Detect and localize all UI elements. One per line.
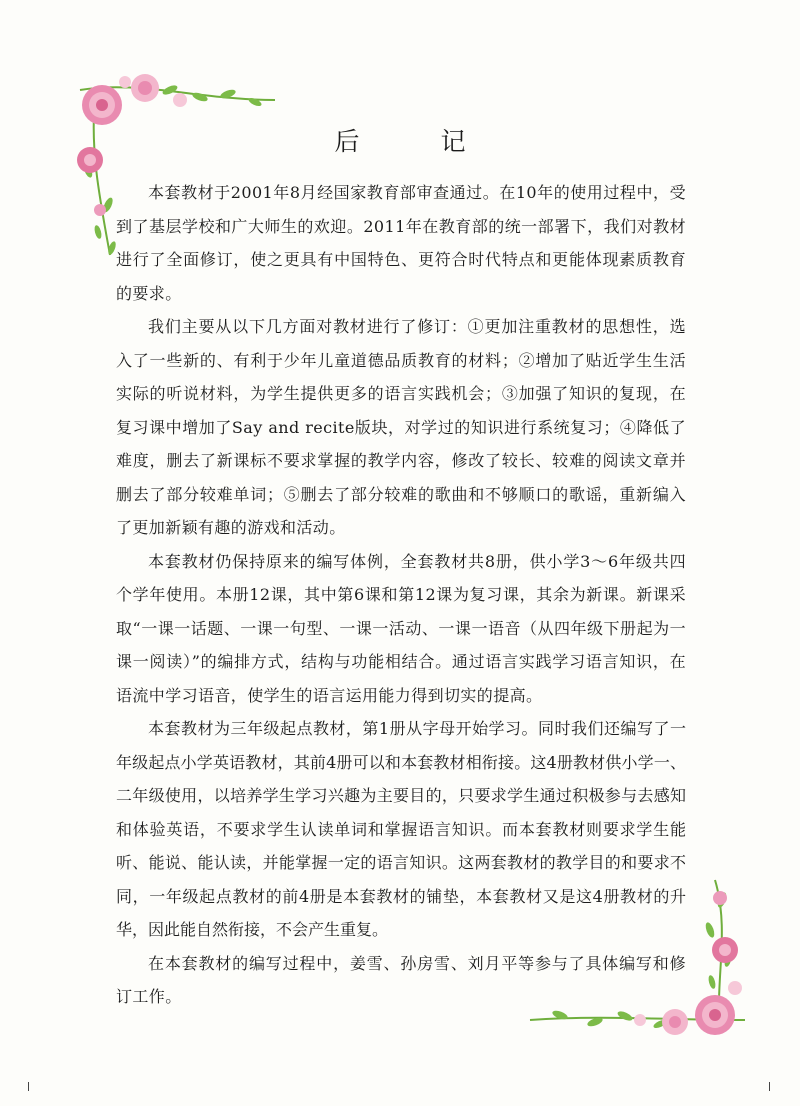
crop-mark-right [769, 1082, 770, 1091]
crop-mark-left [28, 1082, 29, 1091]
paragraph: 我们主要从以下几方面对教材进行了修订：①更加注重教材的思想性，选入了一些新的、有利于少年儿童道德品质教育的材料；②增加了贴近学生生活实际的听说材料，为学生提供更多的语言实践机会；③加强了知识的复现，在复习课中增加了Say and recite版块，对学过的知识进行系统复习；④降低了难度，删去了新课标不要求掌握的教学内容，修改了较长、较难的阅读文章并删去了部分较难单词；⑤删去了部分较难的歌曲和不够顺口的歌谣，重新编入了更加新颖有趣的游戏和活动。 [116, 317, 686, 537]
page-title: 后 记 [334, 127, 494, 156]
floral-corner-bottom-right [520, 870, 770, 1050]
paragraph: 本套教材仍保持原来的编写体例，全套教材共8册，供小学3～6年级共四个学年使用。本册12课，其中第6课和第12课为复习课，其余为新课。新课采取“一课一话题、一课一句型、一课一活动、一课一语音（从四年级下册起为一课一阅读）”的编排方式，结构与功能相结合。通过语言实践学习语言知识，在语流中学习语音，使学生的语言运用能力得到切实的提高。 [116, 551, 686, 705]
paragraph: 本套教材为三年级起点教材，第1册从字母开始学习。同时我们还编写了一年级起点小学英语教材，其前4册可以和本套教材相衔接。这4册教材供小学一、二年级使用，以培养学生学习兴趣为主要目的，只要求学生通过积极参与去感知和体验英语，不要求学生认读单词和掌握语言知识。而本套教材则要求学生能听、能说、能认读，并能掌握一定的语言知识。这两套教材的教学目的和要求不同，一年级起点教材的前4册是本套教材的铺垫，本套教材又是这4册教材的升华，因此能自然衔接，不会产生重复。 [116, 719, 686, 939]
paragraph: 在本套教材的编写过程中，姜雪、孙房雪、刘月平等参与了具体编写和修订工作。 [116, 953, 686, 1006]
paragraph: 本套教材于2001年8月经国家教育部审查通过。在10年的使用过程中，受到了基层学校和广大师生的欢迎。2011年在教育部的统一部署下，我们对教材进行了全面修订，使之更具有中国特色、更符合时代特点和更能体现素质教育的要求。 [116, 183, 686, 303]
